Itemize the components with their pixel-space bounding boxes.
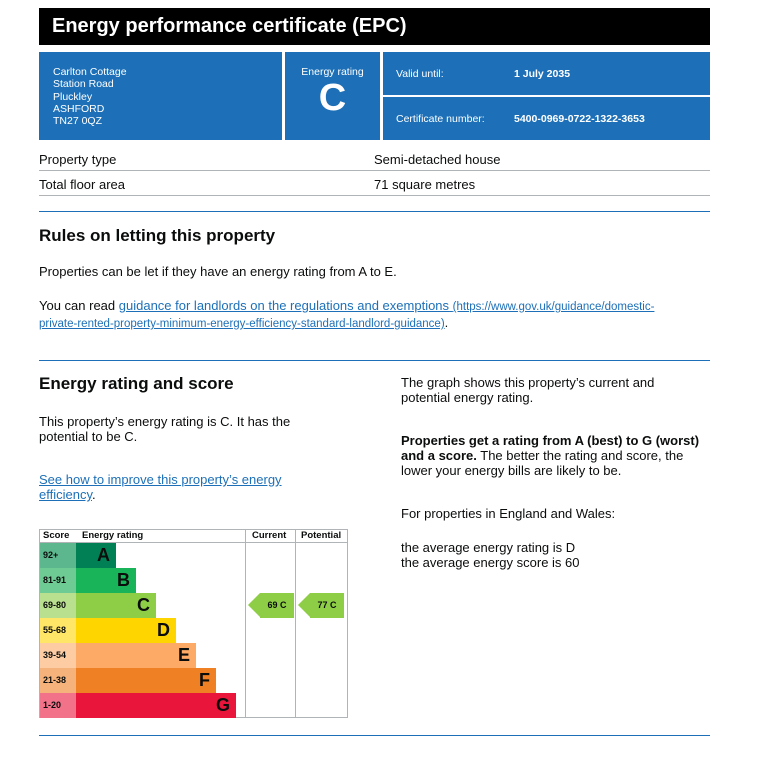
valid-until-box (383, 52, 710, 95)
guidance-link-text: guidance for landlords on the regulations and exemptions (118, 298, 450, 313)
band-bar-e: E (76, 643, 196, 668)
address-line: Pluckley (53, 90, 93, 103)
rating-column-header: Energy rating (82, 530, 144, 541)
current-rating-arrow-tip (248, 593, 260, 617)
energy-rating-text (39, 414, 290, 444)
band-bar-a: A (76, 543, 116, 568)
floor-area-row (39, 172, 710, 196)
improve-link-line1: See how to improve this property’s energy (39, 472, 282, 487)
floor-area-key: Total floor area (39, 177, 125, 192)
current-column-divider (245, 530, 246, 717)
current-rating-arrow-label: 69 C (260, 593, 294, 618)
improve-efficiency-link[interactable] (39, 472, 282, 502)
graph-text-line1: The graph shows this property’s current and (401, 375, 655, 390)
energy-rating-box (285, 52, 380, 140)
band-bar-d: D (76, 618, 176, 643)
band-bar-g: G (76, 693, 236, 718)
potential-column-header: Potential (301, 530, 342, 541)
energy-rating-letter: C (318, 77, 347, 119)
england-wales-text: For properties in England and Wales: (401, 506, 616, 521)
certificate-number-box (383, 97, 710, 140)
rating-explanation-rest3: lower your energy bills are likely to be. (401, 463, 622, 478)
band-score-b: 81-91 (40, 568, 76, 593)
property-type-value: Semi-detached house (374, 152, 501, 167)
energy-text-line2: potential to be C. (39, 429, 138, 444)
band-score-e: 39-54 (40, 643, 76, 668)
potential-column-divider (295, 530, 296, 717)
potential-rating-arrow-tip (298, 593, 310, 617)
guidance-paragraph (39, 298, 699, 332)
band-score-g: 1-20 (40, 693, 76, 718)
valid-until-value: 1 July 2035 (514, 68, 571, 80)
band-score-f: 21-38 (40, 668, 76, 693)
address-line: Station Road (53, 78, 114, 91)
band-bar-b: B (76, 568, 136, 593)
average-score-text: the average energy score is 60 (401, 555, 580, 570)
potential-rating-arrow-label: 77 C (310, 593, 344, 618)
certificate-number-value: 5400-0969-0722-1322-3653 (514, 113, 645, 125)
current-column-header: Current (252, 530, 287, 541)
letting-heading: Rules on letting this property (39, 226, 276, 245)
address-block (39, 52, 282, 140)
rating-explanation-bold2: and a score. (401, 448, 477, 463)
page-title: Energy performance certificate (EPC) (39, 8, 710, 45)
averages (401, 540, 580, 570)
energy-rating-chart (39, 529, 348, 718)
band-score-a: 92+ (40, 543, 76, 568)
rating-explanation-rest2: The better the rating and score, the (476, 448, 684, 463)
graph-description (401, 375, 654, 405)
guidance-suffix: . (444, 315, 449, 330)
guidance-url-line2: private-rented-property-minimum-energy-efficiency-standard-landlord-guidance) (39, 318, 445, 330)
band-bar-f: F (76, 668, 216, 693)
certificate-number-label: Certificate number: (396, 113, 485, 125)
energy-text-line1: This property’s energy rating is C. It has the (39, 414, 291, 429)
band-score-d: 55-68 (40, 618, 76, 643)
score-column-header: Score (43, 530, 70, 541)
letting-text: Properties can be let if they have an energy rating from A to E. (39, 264, 397, 279)
guidance-prefix: You can read (39, 298, 119, 313)
band-bar-c: C (76, 593, 156, 618)
improve-suffix: . (92, 487, 96, 502)
improve-paragraph (39, 472, 282, 502)
band-score-c: 69-80 (40, 593, 76, 618)
guidance-link[interactable] (39, 298, 654, 330)
guidance-url-line1: (https://www.gov.uk/guidance/domestic- (452, 301, 655, 313)
improve-link-line2: efficiency (39, 487, 92, 502)
average-rating-text: the average energy rating is D (401, 540, 576, 555)
property-type-row (39, 147, 710, 171)
address-line: Carlton Cottage (53, 66, 127, 78)
rating-explanation-bold1: Properties get a rating from A (best) to G (worst) (401, 433, 700, 448)
property-type-key: Property type (39, 152, 117, 167)
energy-rating-label: Energy rating (301, 66, 364, 78)
section-divider (39, 735, 710, 736)
address-line: TN27 0QZ (53, 115, 103, 128)
section-divider (39, 360, 710, 361)
energy-heading: Energy rating and score (39, 374, 234, 393)
valid-until-label: Valid until: (396, 68, 444, 80)
address-line: ASHFORD (53, 102, 105, 115)
floor-area-value: 71 square metres (374, 177, 476, 192)
section-divider (39, 211, 710, 212)
rating-explanation (401, 433, 699, 478)
graph-text-line2: potential energy rating. (401, 390, 534, 405)
